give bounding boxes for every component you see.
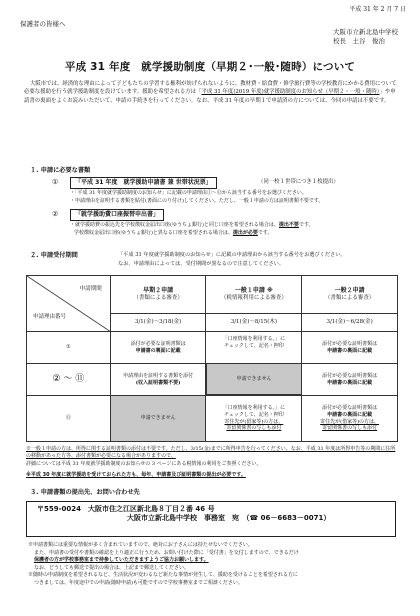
school-name: 大阪市立新北島中学校 [333,28,398,36]
footnote-annual: ※平成 30 年度に就学援助を受けておられた方も、毎年、申請書及び証明書類の提出が必要です。 [26,472,246,478]
note-line: また、申請書の受付や書類の確認を上り適正に行うため、お問い付けた際に「受付書」を交付しますので、できるだけ [34,549,299,556]
section2-heading: ２. 申請受付期間 [30,252,78,259]
schedule-table [26,275,398,442]
note-line: つきましては、年度途中での申請(随時申請)も可能ですので学校事務室までご相談ください。 [34,579,243,586]
section3-heading: ３. 申請書類の提出先、お問い合わせ先 [30,489,140,496]
greeting: 保護者の皆様へ [20,20,66,28]
col-early2-dates: 3/1(金)～3/18(金) [110,314,206,332]
item2-bullet-2: 学校徴収金届出口座(ゆうちょ銀行)と異なる口座を希望される場合は、提出が必要です。 [74,230,273,236]
item1-number: ① [52,178,59,186]
diagonal-line [27,276,111,332]
table-cell: 添付が必要な証明書類は 申請書の裏面に記載 寄住先が(借家等)の方は、 寄留関係書の写しも添付 [302,396,398,442]
row-label: ⑫ [27,396,111,442]
table-corner-cell [27,276,111,332]
table-row [27,332,398,364]
principal-name: 校長 土谷 俊治 [333,37,385,46]
submission-notes [28,542,400,587]
intro-text-2: 」や申請書の裏面をよくお読みいただいて、申請の手続きを行ってください。なお、平成 31 年度の早期１で申請済の方については、今回の申請は不要です。 [24,89,396,104]
office-contact-line: 大阪市立新北島中学校 事務室 宛 （☎ 06－6683－0071） [127,514,331,523]
table-cell-general1-merged: 「口座情報を利用する。」に チェックして、記名・押印 [206,332,302,396]
note-line: ※随時の申請制度を希望されるなど、生活状況が変わるなど新たな事情が発生して、援助を受けることを希望される方に [28,572,298,578]
address-line: 〒559-0024 大阪市住之江区新北島８丁目２番 46 号 [37,505,215,513]
intro-paragraph [24,80,400,105]
corner-label-period: 申請期間 [79,286,102,292]
col-general2-header: 一般２申請 （書類による審査） [302,276,398,314]
table-cell: 申請理由を証明する書類を添付 (収入証明書類不要) [110,364,206,396]
section1-heading: １. 申請に必要な書類 [30,167,91,174]
item1-document-name: 「平成 31 年度 就学援助申請書 兼 世帯状況票」 [70,177,217,189]
table-cell: 「口座情報を利用する。」に チェックして、記名・押印 寄住先が(留家等)の方は、 寄留関係書の写しも添付 [206,396,302,442]
table-cell: 添付が必要な証明書類は 申請書の裏面に記載 [302,364,398,396]
row-label: ① [27,332,111,364]
item1-bullet-2: ・申請理由を証明する書類を貼付(書面にのり付け)してください。ただし、一般１申請の方は証明書類不要です。 [70,198,324,204]
table-row [27,396,398,442]
table-cell: 添付が必要な証明書類は 申請書の裏面に記載 [302,332,398,364]
note-line-emphasis: 保護者の方が学校事務室まで持参していただきますようご協力お願いします。 [34,557,209,563]
col-early2-header: 早期２申請 （書類による審査） [110,276,206,314]
sender-block [333,28,398,47]
col-general1-dates: 3/1(金)～8/15(木) [206,314,302,332]
note-line: なお、どうしても郵送で提出の場合は、上記まで郵送してください。 [34,564,190,571]
item1-bullet-1: ・「平成 31 年度就学援助制度のお知らせ」に記載の申請理由①～⑫から該当する番号をお選びください。 [70,190,307,196]
table-cell-unavailable: 申請できません [110,396,206,442]
col-general1-header: 一般１申請 ※ （税情報利用による審査） [206,276,302,314]
row-label: ② ～ ⑪ [27,364,111,396]
document-title: 平成 31 年度 就学援助制度（早期２･一般･随時）について [64,61,356,73]
section2-desc-1: 「平成 31 年度就学援助制度のお知らせ」に記載の申請理由から該当する番号をお選びください。 [118,252,346,258]
address-box [26,501,396,537]
intro-text-1: 大阪市では、経済的な理由によって子どもたちの学習する権利が妨げられないように、教材費・給食費・修学旅行費等の学校教育にかかる費用について必要な援助を行う就学援助制度を設けています。援助を希望される方は「 [24,81,397,96]
col-general2-dates: 3/1(金)～6/28(金) [302,314,398,332]
table-cell-unavailable-general1: 申請できません [206,363,302,395]
section2-desc-2: なお、申請理由によっては、受付期間が異なるので注意してください。 [118,261,285,267]
item2-document-name: 「就学援助費口座振替申出書」 [70,209,164,221]
item2-bullet-1: ・就学援助費の振込先を学校徴収金届出口座(ゆうちょ銀行)と同じ口座を希望される場合は、提出不要です。 [70,222,314,228]
item1-count-note: （同一校１世帯につき１枚提出） [258,179,339,185]
corner-label-reason: 申請理由番号 [33,313,67,320]
document-date: 平成 31 年 2 月 7 日 [349,6,406,13]
item2-number: ② [52,210,59,218]
note-line: ※申請書類には重要な情報が多く含まれていますので、絶対にお子さんには持たせないでください。 [28,542,253,548]
table-cell: 添付が必要な証明書類は 申請書の裏面に記載 [110,332,206,364]
intro-guide-reference: 平成 31 年度(2019 年度)就学援助制度のお知らせ（早期２・一般・随時） [201,89,380,96]
footnote-general1: ※一般１申請の方は、所得に関する証明書類の添付は不要です。ただし、3/15(金)までに所得申告を行ってください。なお、平成 31 年度は所得申告等の期間に住所の移動があった方等、添付書類が必要になる場合がありますので、 詳細については平成 31 年度就学援助制度のお知らせの 3 ページにある税情報の利用をご参照ください。 [26,446,396,467]
table-header-row [27,276,398,314]
